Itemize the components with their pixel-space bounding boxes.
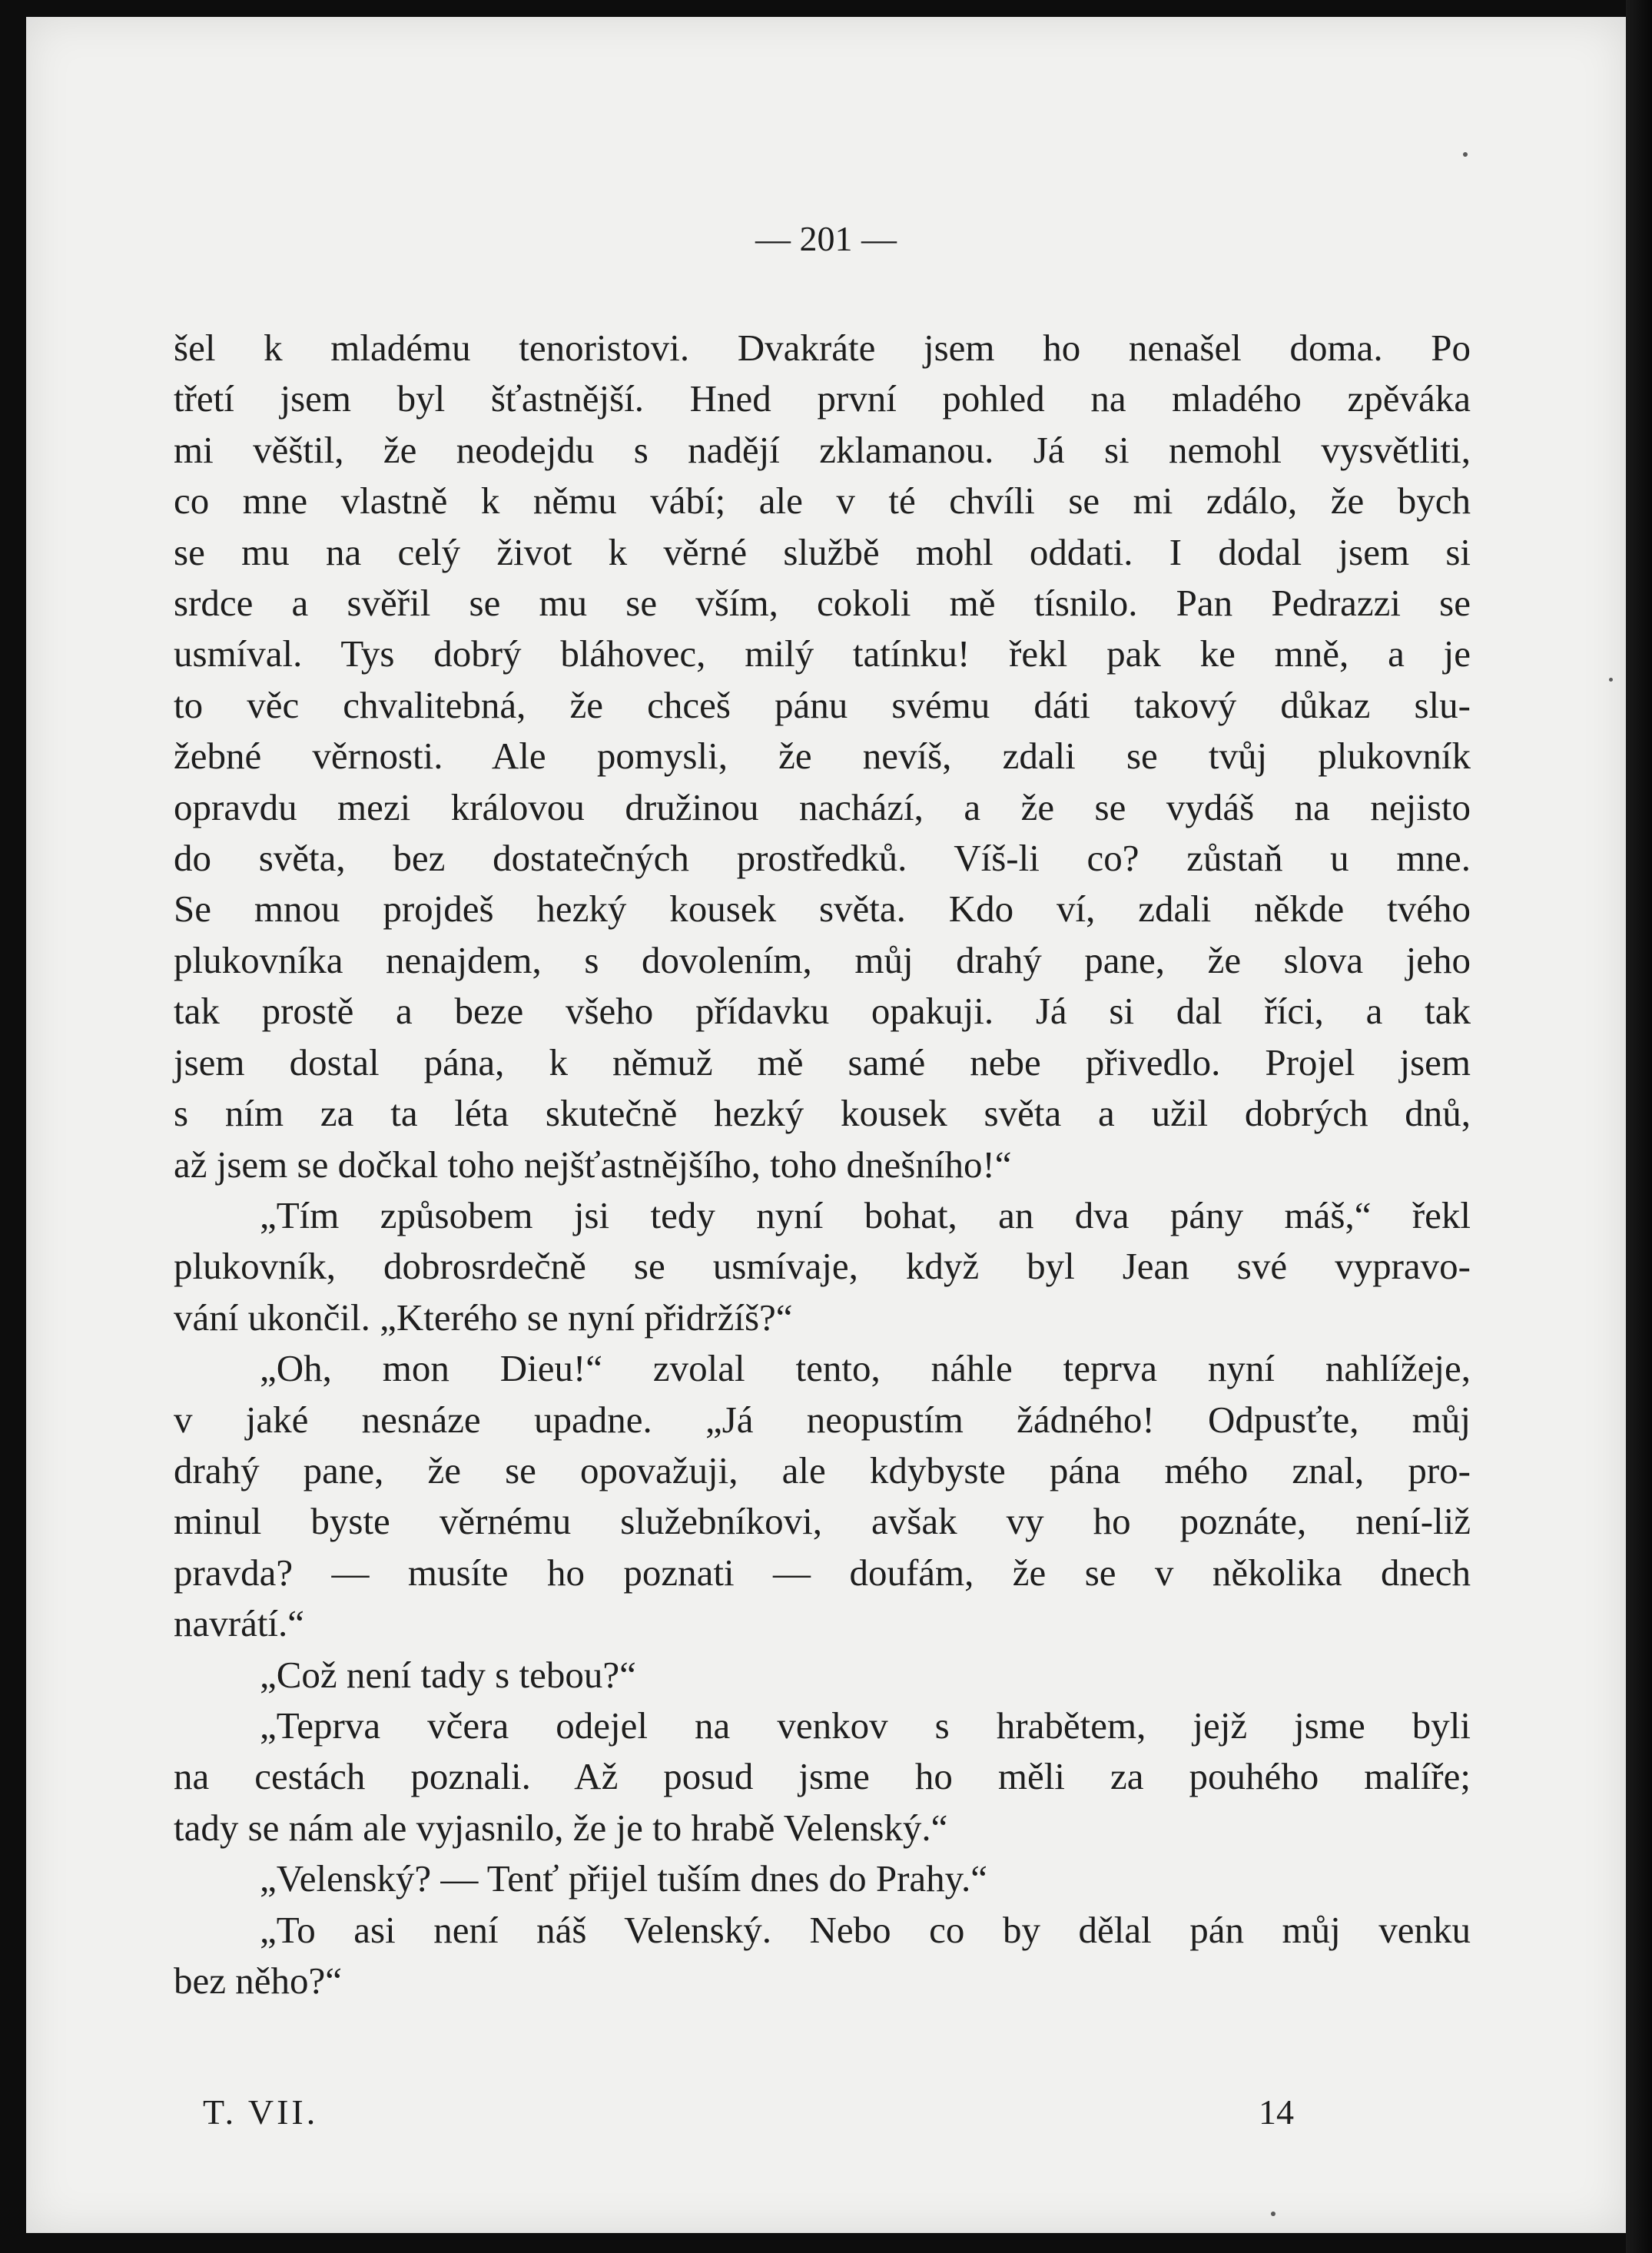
text-line: na cestách poznali. Až posud jsme ho měli za pouhého malíře; xyxy=(174,1755,1471,1798)
text-line: třetí jsem byl šťastnější. Hned první pohled na mladého zpěváka xyxy=(174,377,1471,420)
text-line: pravda? — musíte ho poznati — doufám, že se v několika dnech xyxy=(174,1551,1471,1594)
text-line: minul byste věrnému služebníkovi, avšak vy ho poznáte, není-liž xyxy=(174,1500,1471,1543)
text-line: „Což není tady s tebou?“ xyxy=(260,1653,636,1696)
dust-speck xyxy=(1271,2212,1275,2216)
text-line: až jsem se dočkal toho nejšťastnějšího, toho dnešního!“ xyxy=(174,1143,1012,1186)
page-number: — 201 — xyxy=(755,219,897,258)
text-line: jsem dostal pána, k němuž mě samé nebe přivedlo. Projel jsem xyxy=(174,1040,1471,1083)
text-line: „Oh, mon Dieu!“ zvolal tento, náhle teprva nyní nahlížeje, xyxy=(260,1347,1471,1390)
text-line: „To asi není náš Velenský. Nebo co by dělal pán můj venku xyxy=(260,1908,1471,1951)
text-line: tady se nám ale vyjasnilo, že je to hrabě Velenský.“ xyxy=(174,1806,948,1849)
text-line: v jaké nesnáze upadne. „Já neopustím žádného! Odpusťte, můj xyxy=(174,1398,1471,1441)
text-line: plukovníka nenajdem, s dovolením, můj drahý pane, že slova jeho xyxy=(174,938,1471,981)
signature-number: 14 xyxy=(1259,2092,1294,2132)
text-line: to věc chvalitebná, že chceš pánu svému dáti takový důkaz slu- xyxy=(174,683,1471,726)
text-line: do světa, bez dostatečných prostředků. Víš-li co? zůstaň u mne. xyxy=(174,837,1471,880)
signature-mark: T. VII. xyxy=(203,2092,319,2132)
text-line: vání ukončil. „Kterého se nyní přidržíš?“ xyxy=(174,1296,793,1339)
text-line: se mu na celý život k věrné službě mohl oddati. I dodal jsem si xyxy=(174,530,1471,573)
text-line: Se mnou projdeš hezký kousek světa. Kdo ví, zdali někde tvého xyxy=(174,888,1471,931)
text-line: „Teprva včera odejel na venkov s hrabětem, jejž jsme byli xyxy=(260,1704,1471,1747)
text-line: mi věštil, že neodejdu s nadějí zklamanou. Já si nemohl vysvětliti, xyxy=(174,428,1471,471)
text-line: „Velenský? — Tenť přijel tuším dnes do Prahy.“ xyxy=(260,1857,987,1900)
text-line: bez něho?“ xyxy=(174,1959,342,2002)
text-line: drahý pane, že se opovažuji, ale kdybyste pána mého znal, pro- xyxy=(174,1448,1471,1491)
body-text xyxy=(174,323,1471,2006)
text-line: co mne vlastně k němu vábí; ale v té chvíli se mi zdálo, že bych xyxy=(174,479,1471,523)
text-line: navrátí.“ xyxy=(174,1602,305,1645)
paper-sheet xyxy=(26,17,1626,2233)
text-line: opravdu mezi královou družinou nachází, a že se vydáš na nejisto xyxy=(174,785,1471,828)
dust-speck xyxy=(1609,678,1613,682)
text-line: žebné věrnosti. Ale pomysli, že nevíš, zdali se tvůj plukovník xyxy=(174,735,1471,778)
text-line: tak prostě a beze všeho přídavku opakuji. Já si dal říci, a tak xyxy=(174,990,1471,1033)
dust-speck xyxy=(1463,152,1468,157)
text-line: šel k mladému tenoristovi. Dvakráte jsem ho nenašel doma. Po xyxy=(174,327,1471,369)
text-line: srdce a svěřil se mu se vším, cokoli mě tísnilo. Pan Pedrazzi se xyxy=(174,582,1471,625)
text-line: „Tím způsobem jsi tedy nyní bohat, an dva pány máš,“ řekl xyxy=(260,1193,1471,1236)
text-line: s ním za ta léta skutečně hezký kousek světa a užil dobrých dnů, xyxy=(174,1092,1471,1135)
scan-edge xyxy=(1626,0,1652,2253)
text-line: usmíval. Tys dobrý bláhovec, milý tatínku! řekl pak ke mně, a je xyxy=(174,632,1471,675)
text-line: plukovník, dobrosrdečně se usmívaje, když byl Jean své vypravo- xyxy=(174,1245,1471,1288)
